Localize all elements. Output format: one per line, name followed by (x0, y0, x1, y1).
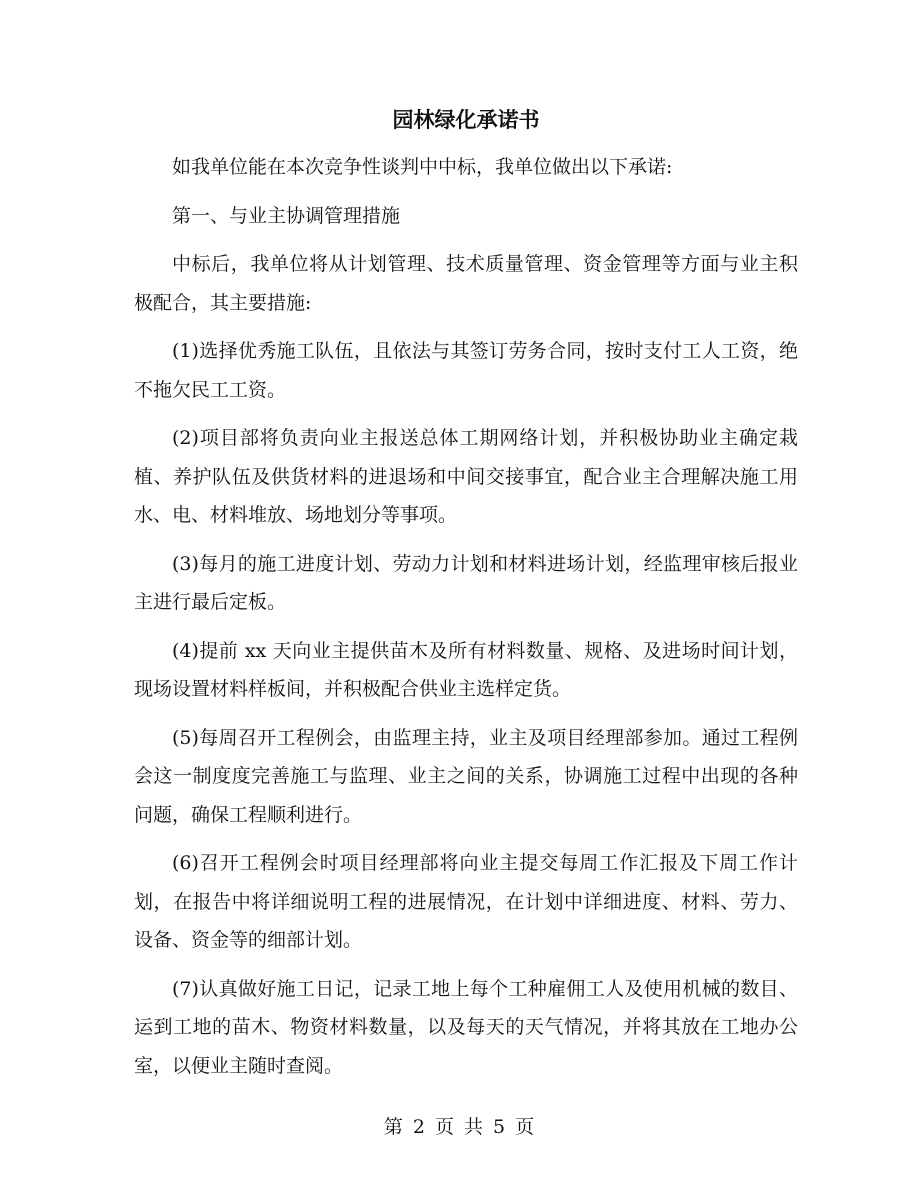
paragraph-item-4: (4)提前 xx 天向业主提供苗木及所有材料数量、规格、及进场时间计划，现场设置材料样板间，并积极配合供业主选样定货。 (134, 639, 798, 700)
paragraph-intro: 如我单位能在本次竞争性谈判中中标，我单位做出以下承诺: (172, 156, 673, 178)
paragraph-section-heading: 第一、与业主协调管理措施 (172, 204, 401, 227)
paragraph-item-2: (2)项目部将负责向业主报送总体工期网络计划，并积极协助业主确定栽植、养护队伍及供货材料的进退场和中间交接事宜，配合业主合理解决施工用水、电、材料堆放、场地划分等事项。 (134, 427, 798, 526)
paragraph-item-3: (3)每月的施工进度计划、劳动力计划和材料进场计划，经监理审核后报业主进行最后定板。 (134, 552, 798, 613)
page-number-footer: 第 2 页 共 5 页 (383, 1116, 537, 1138)
paragraph-item-5: (5)每周召开工程例会，由监理主持，业主及项目经理部参加。通过工程例会这一制度度完善施工与监理、业主之间的关系，协调施工过程中出现的各种问题，确保工程顺利进行。 (134, 726, 798, 826)
document-body (134, 104, 798, 1095)
paragraph-item-6: (6)召开工程例会时项目经理部将向业主提交每周工作汇报及下周工作计划，在报告中将详细说明工程的进展情况，在计划中详细进度、材料、劳力、设备、资金等的细部计划。 (134, 852, 798, 951)
document-title: 园林绿化承诺书 (392, 107, 540, 132)
paragraph-measures-intro: 中标后，我单位将从计划管理、技术质量管理、资金管理等方面与业主积极配合，其主要措施: (134, 253, 798, 314)
paragraph-item-1: (1)选择优秀施工队伍，且依法与其签订劳务合同，按时支付工人工资，绝不拖欠民工工资。 (134, 340, 798, 401)
paragraph-item-7: (7)认真做好施工日记，记录工地上每个工种雇佣工人及使用机械的数目、运到工地的苗木、物资材料数量，以及每天的天气情况，并将其放在工地办公室，以便业主随时查阅。 (134, 977, 798, 1077)
